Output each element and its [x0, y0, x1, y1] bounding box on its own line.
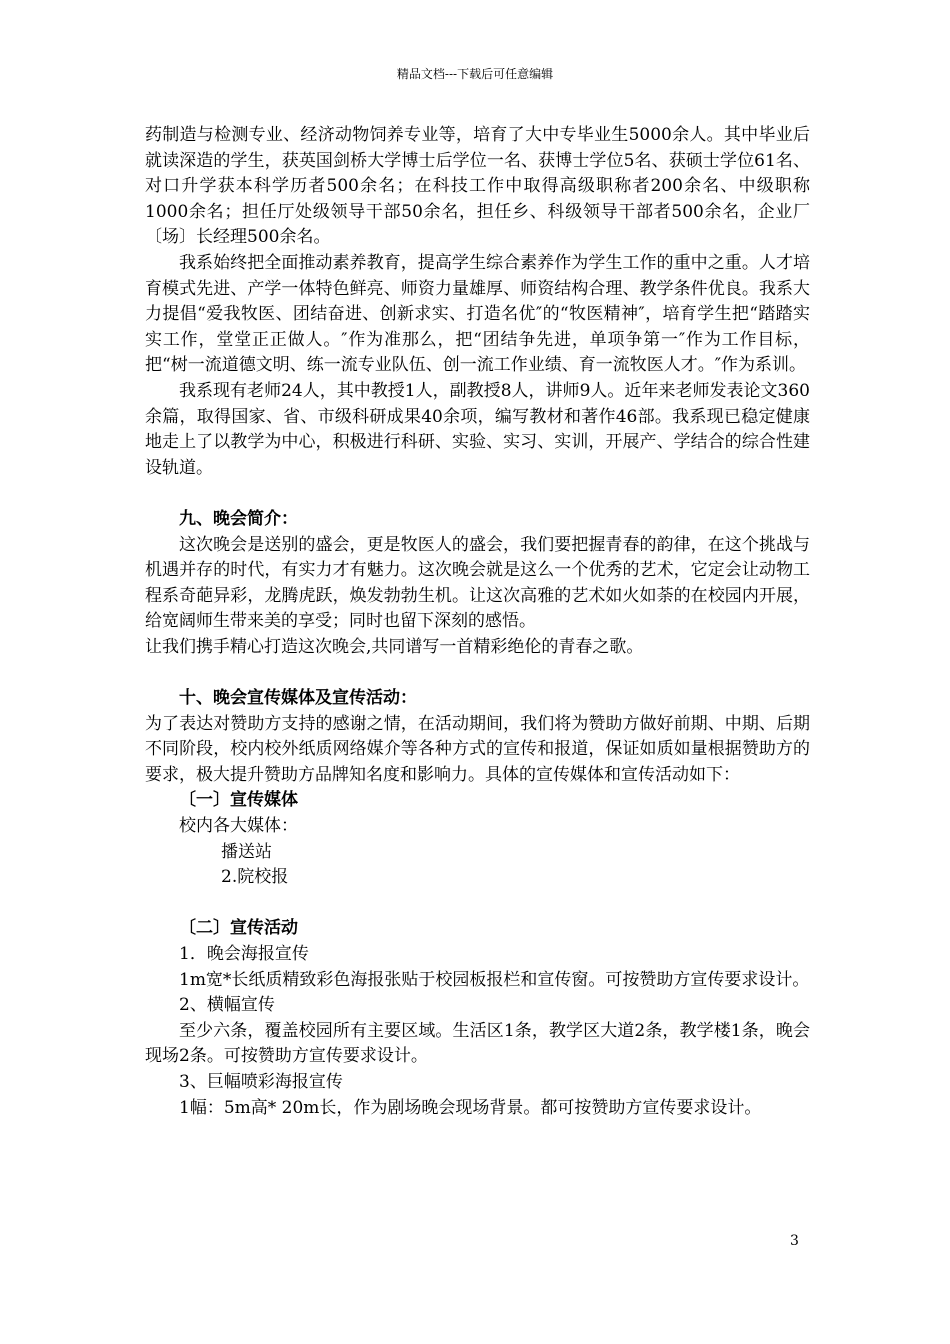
heading-gala-intro: 九、晚会简介：	[179, 508, 298, 529]
heading-media-activities: 十、晚会宣传媒体及宣传活动：	[179, 688, 417, 709]
paragraph-media-intro: 为了表达对赞助方支持的感谢之情，在活动期间，我们将为赞助方做好前期、中期、后期不同阶段，校内校外纸质网络媒介等各种方式的宣传和报道，保证如质如量根据赞助方的要求，极大提升赞助方品牌知名度和影响力。具体的宣传媒体和宣传活动如下：	[145, 713, 810, 785]
spacer	[145, 481, 810, 507]
activity-banner-title: 2、横幅宣传	[179, 995, 275, 1016]
spacer	[145, 660, 810, 686]
page-header: 精品文档---下载后可任意编辑	[396, 67, 554, 81]
subheading-activities: 〔二〕宣传活动	[179, 918, 298, 939]
paragraph-gala-intro: 这次晚会是送别的盛会，更是牧医人的盛会，我们要把握青春的韵律，在这个挑战与机遇并存的时代，有实力才有魅力。这次晚会就是这么一个优秀的艺术，它定会让动物工程系奇葩异彩，龙腾虎跃，焕发勃勃生机。让这次高雅的艺术如火如荼的在校园内开展，给宽阔师生带来美的享受；同时也留下深刻的感悟。	[145, 534, 810, 632]
document-body	[145, 123, 810, 1121]
activity-banner-body: 至少六条，覆盖校园所有主要区域。生活区1条，教学区大道2条，教学楼1条，晚会现场2条。可按赞助方宣传要求设计。	[145, 1020, 810, 1067]
paragraph-faculty: 我系现有老师24人，其中教授1人，副教授8人，讲师9人。近年来老师发表论文360余篇，取得国家、省、市级科研成果40余项，编写教材和著作46部。我系现已稳定健康地走上了以教学为中心，积极进行科研、实验、实习、实训，开展产、学结合的综合性建设轨道。	[145, 380, 810, 478]
subheading-media: 〔一〕宣传媒体	[179, 790, 298, 811]
activity-giant-poster-title: 3、巨幅喷彩海报宣传	[179, 1071, 343, 1092]
media-intro: 校内各大媒体：	[179, 816, 298, 837]
media-item-newspaper: 2.院校报	[221, 867, 289, 888]
activity-poster-body: 1m宽*长纸质精致彩色海报张贴于校园板报栏和宣传窗。可按赞助方宣传要求设计。	[179, 969, 810, 990]
activity-poster-title: 1．晚会海报宣传	[179, 944, 309, 964]
paragraph-quality-education: 我系始终把全面推动素养教育，提高学生综合素养作为学生工作的重中之重。人才培育模式先进、产学一体特色鲜亮、师资力量雄厚、师资结构合理、教学条件优良。我系大力提倡“爱我牧医、团结奋进、创新求实、打造名优″的“牧医精神″，培育学生把“踏踏实实工作，堂堂正正做人。″作为准那么，把“团结争先进，单项争第一″作为工作目标，把“树一流道德文明、练一流专业队伍、创一流工作业绩、育一流牧医人才。″作为系训。	[145, 252, 810, 376]
paragraph-graduates: 药制造与检测专业、经济动物饲养专业等，培育了大中专毕业生5000余人。其中毕业后就读深造的学生，获英国剑桥大学博士后学位一名、获博士学位5名、获硕士学位61名、对口升学获本科学历者500余名；在科技工作中取得高级职称者200余名、中级职称1000余名；担任厅处级领导干部50余名，担任乡、科级领导干部者500余名，企业厂〔场〕长经理500余名。	[145, 125, 810, 248]
spacer	[145, 891, 810, 917]
page-number: 3	[790, 1233, 799, 1249]
media-item-broadcast: 播送站	[221, 841, 272, 862]
paragraph-gala-closing: 让我们携手精心打造这次晚会,共同谱写一首精彩绝伦的青春之歌。	[145, 636, 644, 657]
activity-giant-poster-body: 1幅：5m高* 20m长，作为剧场晚会现场背景。都可按赞助方宣传要求设计。	[179, 1097, 762, 1118]
